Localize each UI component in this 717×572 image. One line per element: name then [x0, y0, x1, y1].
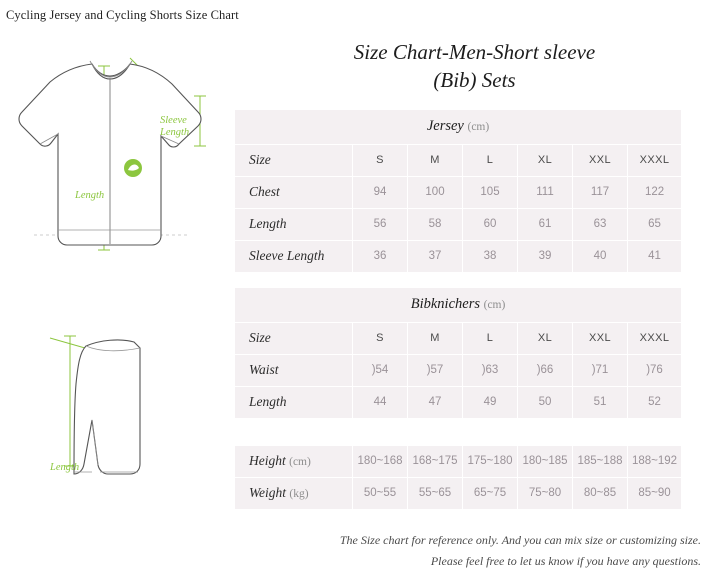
column-header-xxxl: XXXL	[628, 144, 682, 176]
cell: )57	[408, 354, 463, 386]
row-label-length: Length	[235, 386, 353, 418]
jersey-length-guide-label: Length	[75, 190, 105, 201]
sleeve-label-line1: Sleeve	[160, 115, 187, 126]
page-title-line1: Size Chart-Men-Short sleeve	[353, 40, 596, 64]
table-row	[235, 176, 682, 208]
column-header-m: M	[408, 322, 463, 354]
row-label-weight	[235, 477, 353, 509]
cell: 58	[408, 208, 463, 240]
page-title-line2: (Bib) Sets	[433, 68, 516, 93]
cell: 41	[628, 240, 682, 272]
row-label-height-unit: (cm)	[289, 456, 311, 469]
column-header-m: M	[408, 144, 463, 176]
row-label-length: Length	[235, 208, 353, 240]
row-label-height-text: Height	[249, 453, 286, 469]
cell: 168~175	[408, 445, 463, 477]
cell: 65~75	[463, 477, 518, 509]
table-row	[235, 144, 682, 176]
footnote-line1: The Size chart for reference only. And you can mix size or customizing size.	[339, 532, 701, 547]
section-title-cell	[235, 287, 682, 322]
cell: )76	[628, 354, 682, 386]
cell: 52	[628, 386, 682, 418]
cell: 180~168	[353, 445, 408, 477]
cell: 44	[353, 386, 408, 418]
jersey-illustration	[4, 40, 230, 280]
table-row	[235, 354, 682, 386]
column-header-l: L	[463, 144, 518, 176]
table-section-header-row	[235, 109, 682, 144]
column-header-xxl: XXL	[573, 322, 628, 354]
bib-shorts-illustration	[4, 288, 230, 518]
size-row-label: Size	[235, 144, 353, 176]
cell: 37	[408, 240, 463, 272]
section-title: Bibknichers	[410, 296, 480, 313]
cell: 61	[518, 208, 573, 240]
table-row	[235, 386, 682, 418]
size-row-label: Size	[235, 322, 353, 354]
cell: 49	[463, 386, 518, 418]
column-header-xl: XL	[518, 144, 573, 176]
content-column	[232, 30, 717, 568]
cell: 117	[573, 176, 628, 208]
table-row	[235, 240, 682, 272]
column-header-s: S	[353, 144, 408, 176]
cell: 75~80	[518, 477, 573, 509]
cell: 63	[573, 208, 628, 240]
cell: 38	[463, 240, 518, 272]
cell: )71	[573, 354, 628, 386]
cell: 175~180	[463, 445, 518, 477]
cell: 36	[353, 240, 408, 272]
cell: 105	[463, 176, 518, 208]
section-title-cell	[235, 109, 682, 144]
cell: 40	[573, 240, 628, 272]
cell: 50~55	[353, 477, 408, 509]
cell: 80~85	[573, 477, 628, 509]
cell: 122	[628, 176, 682, 208]
cell: 180~185	[518, 445, 573, 477]
column-header-l: L	[463, 322, 518, 354]
sleeve-label-line2: Length	[160, 127, 190, 139]
cell: 60	[463, 208, 518, 240]
table-gap	[232, 273, 717, 287]
row-label-waist: Waist	[235, 354, 353, 386]
table-gap	[232, 419, 717, 445]
cell: 65	[628, 208, 682, 240]
cell: )54	[353, 354, 408, 386]
bibknichers-size-table	[234, 287, 682, 419]
cell: 94	[353, 176, 408, 208]
cell: 56	[353, 208, 408, 240]
column-header-xl: XL	[518, 322, 573, 354]
cell: 55~65	[408, 477, 463, 509]
cell: 188~192	[628, 445, 682, 477]
jersey-size-table	[234, 109, 682, 273]
cell: 111	[518, 176, 573, 208]
row-label-chest: Chest	[235, 176, 353, 208]
row-label-sleeve-length: Sleeve Length	[235, 240, 353, 272]
shorts-length-guide-label: Length	[50, 462, 80, 473]
cell: 39	[518, 240, 573, 272]
page-header: Cycling Jersey and Cycling Shorts Size Chart	[6, 8, 239, 22]
cell: )63	[463, 354, 518, 386]
footnote	[232, 530, 701, 572]
footnote-line2: Please feel free to let us know if you have any questions.	[430, 553, 701, 568]
cell: 51	[573, 386, 628, 418]
cell: )66	[518, 354, 573, 386]
column-header-s: S	[353, 322, 408, 354]
column-header-xxl: XXL	[573, 144, 628, 176]
cell: 185~188	[573, 445, 628, 477]
brand-logo-icon	[124, 159, 142, 177]
row-label-weight-text: Weight	[249, 485, 286, 501]
cell: 50	[518, 386, 573, 418]
section-title: Jersey	[426, 118, 464, 135]
page-title	[232, 38, 717, 95]
table-row	[235, 208, 682, 240]
row-label-height	[235, 445, 353, 477]
cell: 100	[408, 176, 463, 208]
row-label-weight-unit: (kg)	[289, 488, 309, 501]
section-unit: (cm)	[483, 299, 506, 312]
table-row	[235, 445, 682, 477]
cell: 85~90	[628, 477, 682, 509]
table-row	[235, 477, 682, 509]
sleeve-length-guide-label	[160, 115, 189, 139]
table-row	[235, 322, 682, 354]
column-header-xxxl: XXXL	[628, 322, 682, 354]
body-measurements-table	[234, 445, 682, 510]
illustration-column	[0, 30, 230, 542]
cell: 47	[408, 386, 463, 418]
document-body	[0, 30, 717, 568]
section-unit: (cm)	[467, 121, 490, 134]
table-section-header-row	[235, 287, 682, 322]
